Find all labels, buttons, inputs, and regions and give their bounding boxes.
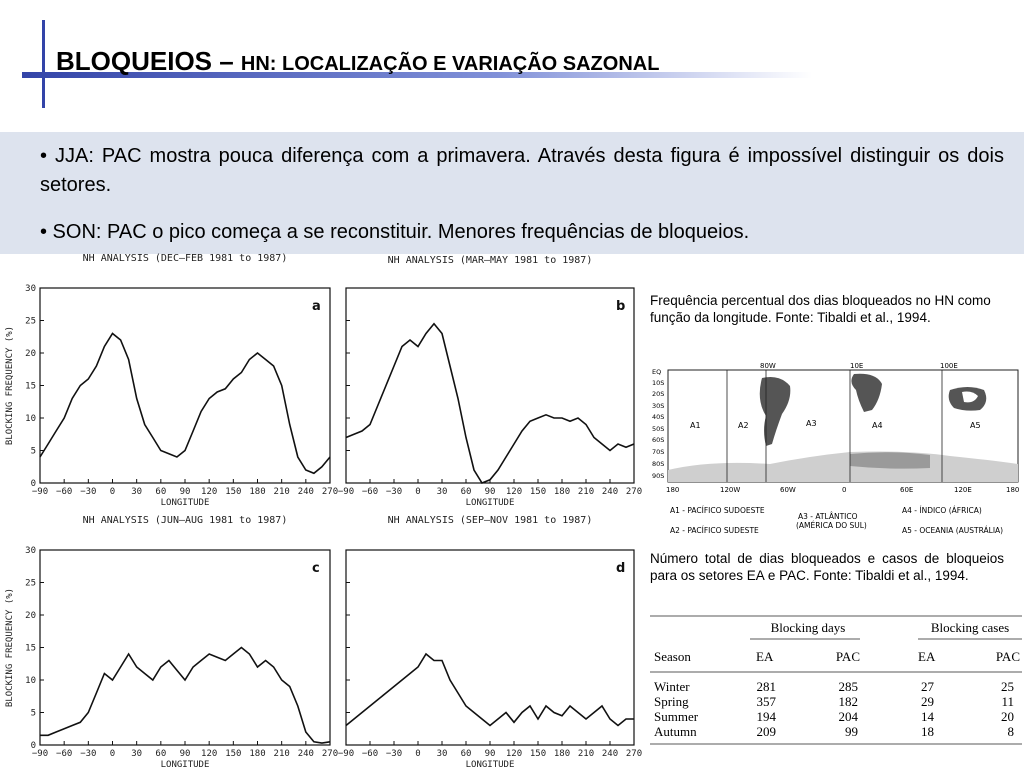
- x-tick-label: 210: [577, 749, 595, 759]
- map-lat-label: 50S: [652, 425, 665, 433]
- sector-map: [650, 360, 1020, 542]
- x-tick-label: 30: [436, 487, 448, 497]
- x-tick-label: −30: [385, 749, 403, 759]
- table-cell: Autumn: [654, 724, 697, 739]
- y-tick-label: 5: [30, 708, 36, 719]
- x-tick-label: −90: [337, 749, 355, 759]
- table-header: PAC: [995, 649, 1020, 664]
- x-tick-label: 120: [505, 487, 523, 497]
- x-tick-label: 240: [601, 749, 619, 759]
- map-legend-item: A2 - PACÍFICO SUDESTE: [670, 526, 759, 535]
- y-tick-label: 0: [30, 479, 36, 489]
- x-tick-label: 120: [505, 749, 523, 759]
- x-tick-label: 150: [529, 487, 547, 497]
- table-cell: Spring: [654, 694, 689, 709]
- x-tick-label: 90: [179, 487, 191, 497]
- chart-b-figure: [330, 250, 648, 530]
- y-tick-label: 30: [25, 546, 36, 556]
- x-tick-label: 180: [249, 749, 266, 759]
- x-tick-label: 120: [201, 749, 218, 759]
- y-axis-label: BLOCKING FREQUENCY (%): [5, 587, 15, 708]
- x-tick-label: −60: [361, 487, 379, 497]
- series-line: [40, 334, 330, 474]
- table-cell: Winter: [654, 679, 690, 694]
- chart-title: NH ANALYSIS (DEC–FEB 1981 to 1987): [82, 253, 288, 264]
- x-tick-label: 0: [415, 749, 421, 759]
- map-lat-label: 70S: [652, 448, 665, 456]
- table-cell: 14: [921, 709, 934, 724]
- table-cell: 27: [921, 679, 934, 694]
- x-tick-label: 240: [601, 487, 619, 497]
- x-tick-label: 210: [273, 487, 290, 497]
- x-tick-label: 60: [155, 487, 167, 497]
- title-accent-vertical: [42, 20, 45, 108]
- panel-label: c: [312, 561, 320, 576]
- table-cell: 29: [921, 694, 934, 709]
- map-lat-label: 10S: [652, 379, 665, 387]
- panel-label: b: [616, 299, 626, 314]
- panel-label: a: [312, 299, 321, 314]
- map-top-label: 10E: [850, 362, 864, 370]
- map-top-label: 80W: [760, 362, 776, 370]
- y-tick-label: 20: [25, 611, 36, 621]
- slide-title: [56, 46, 659, 77]
- y-tick-label: 25: [25, 578, 36, 589]
- x-tick-label: 270: [321, 749, 339, 759]
- table-cell: 204: [838, 709, 858, 724]
- sector-label: A1: [690, 421, 701, 430]
- x-tick-label: −30: [80, 749, 97, 759]
- table-header: EA: [918, 649, 936, 664]
- y-tick-label: 25: [25, 316, 36, 327]
- chart-a: [0, 250, 340, 530]
- x-tick-label: 60: [460, 487, 472, 497]
- table-group-days: Blocking days: [770, 620, 846, 635]
- chart-title: NH ANALYSIS (MAR–MAY 1981 to 1987): [387, 255, 593, 266]
- x-tick-label: 60: [460, 749, 472, 759]
- x-tick-label: 60: [155, 749, 167, 759]
- sector-label: A2: [738, 421, 749, 430]
- map-legend-item: A3 - ATLÂNTICO: [798, 512, 858, 521]
- y-tick-label: 15: [25, 381, 36, 392]
- caption-frequency: Frequência percentual dos dias bloqueados no HN como função da longitude. Fonte: Tibaldi et al., 1994.: [650, 293, 991, 325]
- map-lon-label: 120E: [954, 486, 972, 494]
- chart-c: [0, 510, 340, 768]
- table-cell: 11: [1001, 694, 1014, 709]
- table-cell: Summer: [654, 709, 699, 724]
- chart-d: [330, 510, 648, 768]
- x-tick-label: 240: [297, 487, 314, 497]
- table-cell: 182: [838, 694, 858, 709]
- x-tick-label: −60: [56, 749, 73, 759]
- bullet-son: • SON: PAC o pico começa a se reconstituir. Menores frequências de bloqueios.: [40, 221, 750, 243]
- table-cell: 20: [1001, 709, 1014, 724]
- map-lon-label: 180: [1006, 486, 1020, 494]
- table-group-cases: Blocking cases: [930, 620, 1010, 635]
- x-tick-label: −30: [385, 487, 403, 497]
- map-legend-item: A4 - ÍNDICO (ÁFRICA): [902, 506, 982, 515]
- chart-title: NH ANALYSIS (SEP–NOV 1981 to 1987): [387, 515, 593, 526]
- table-cell: 18: [921, 724, 934, 739]
- x-tick-label: 0: [109, 749, 116, 759]
- x-tick-label: 210: [577, 487, 595, 497]
- table-cell: 281: [756, 679, 776, 694]
- x-tick-label: 210: [273, 749, 290, 759]
- x-tick-label: 30: [131, 487, 143, 497]
- x-tick-label: 240: [297, 749, 314, 759]
- table-header: Season: [654, 649, 691, 664]
- table-header: PAC: [835, 649, 860, 664]
- x-tick-label: 0: [415, 487, 421, 497]
- x-tick-label: 150: [529, 749, 547, 759]
- table-cell: 194: [756, 709, 776, 724]
- x-tick-label: 150: [225, 487, 242, 497]
- map-lat-label: 90S: [652, 472, 665, 480]
- x-tick-label: −30: [80, 487, 97, 497]
- y-tick-label: 30: [25, 284, 36, 294]
- bullet-jja: • JJA: PAC mostra pouca diferença com a primavera. Através desta figura é impossível distinguir os dois setores.: [40, 145, 1004, 196]
- map-lat-label: 80S: [652, 460, 665, 468]
- map-lon-label: 60W: [780, 486, 796, 494]
- series-line: [346, 654, 634, 726]
- chart-a-figure: [0, 250, 340, 530]
- chart-d-figure: [330, 510, 648, 768]
- x-tick-label: 180: [249, 487, 266, 497]
- x-tick-label: −90: [31, 749, 49, 759]
- map-legend-item: A1 - PACÍFICO SUDOESTE: [670, 506, 765, 515]
- x-tick-label: 270: [625, 487, 643, 497]
- map-lon-label: 0: [842, 486, 847, 494]
- antarctica-dark-shape: [850, 452, 930, 468]
- sector-label: A4: [872, 421, 883, 430]
- map-top-label: 100E: [940, 362, 958, 370]
- x-tick-label: 30: [131, 749, 143, 759]
- y-tick-label: 10: [25, 414, 36, 424]
- map-lon-label: 60E: [900, 486, 914, 494]
- plot-frame: [40, 550, 330, 745]
- x-axis-label: LONGITUDE: [160, 498, 210, 508]
- y-tick-label: 5: [30, 446, 36, 457]
- table-cell: 25: [1001, 679, 1014, 694]
- map-lat-label: 60S: [652, 436, 665, 444]
- series-line: [40, 648, 330, 744]
- map-lon-label: 180: [666, 486, 680, 494]
- chart-b: [330, 250, 648, 530]
- x-tick-label: 30: [436, 749, 448, 759]
- plot-frame: [40, 288, 330, 483]
- x-tick-label: 150: [225, 749, 242, 759]
- map-lat-label: EQ: [652, 368, 662, 376]
- series-line: [346, 324, 634, 483]
- sector-label: A3: [806, 419, 817, 428]
- x-tick-label: 180: [553, 487, 571, 497]
- title-sub: HN: LOCALIZAÇÃO E VARIAÇÃO SAZONAL: [240, 53, 660, 75]
- y-axis-label: BLOCKING FREQUENCY (%): [5, 325, 15, 446]
- y-tick-label: 0: [30, 741, 36, 751]
- y-tick-label: 20: [25, 349, 36, 359]
- map-lat-label: 40S: [652, 413, 665, 421]
- x-tick-label: −90: [31, 487, 49, 497]
- x-tick-label: 90: [484, 749, 496, 759]
- title-main: BLOQUEIOS –: [56, 46, 241, 76]
- chart-c-figure: [0, 510, 340, 768]
- table-header: EA: [756, 649, 774, 664]
- x-tick-label: 0: [109, 487, 116, 497]
- map-legend-item: A5 - OCEANIA (AUSTRÁLIA): [902, 526, 1004, 535]
- sector-label: A5: [970, 421, 981, 430]
- map-legend-item: (AMÉRICA DO SUL): [796, 521, 867, 530]
- panel-label: d: [616, 561, 626, 576]
- map-lon-label: 120W: [720, 486, 741, 494]
- chart-title: NH ANALYSIS (JUN–AUG 1981 to 1987): [82, 515, 288, 526]
- table-cell: 99: [845, 724, 858, 739]
- x-tick-label: −90: [337, 487, 355, 497]
- x-tick-label: 270: [625, 749, 643, 759]
- map-lat-label: 30S: [652, 402, 665, 410]
- table-cell: 357: [756, 694, 776, 709]
- x-tick-label: 180: [553, 749, 571, 759]
- bullet-panel: [0, 132, 1024, 254]
- x-axis-label: LONGITUDE: [465, 498, 515, 508]
- x-axis-label: LONGITUDE: [465, 760, 515, 768]
- x-tick-label: −60: [361, 749, 379, 759]
- table-cell: 209: [756, 724, 776, 739]
- y-tick-label: 15: [25, 643, 36, 654]
- plot-frame: [346, 288, 634, 483]
- x-tick-label: 90: [484, 487, 496, 497]
- x-tick-label: 120: [201, 487, 218, 497]
- x-tick-label: 270: [321, 487, 339, 497]
- blocking-table: [650, 614, 1022, 764]
- y-tick-label: 10: [25, 676, 36, 686]
- x-axis-label: LONGITUDE: [160, 760, 210, 768]
- caption-table: Número total de dias bloqueados e casos de bloqueios para os setores EA e PAC. Fonte: Tibaldi et al., 1994.: [650, 551, 1004, 583]
- table-cell: 8: [1007, 724, 1014, 739]
- x-tick-label: 90: [179, 749, 191, 759]
- map-lat-label: 20S: [652, 390, 665, 398]
- x-tick-label: −60: [56, 487, 73, 497]
- table-cell: 285: [838, 679, 858, 694]
